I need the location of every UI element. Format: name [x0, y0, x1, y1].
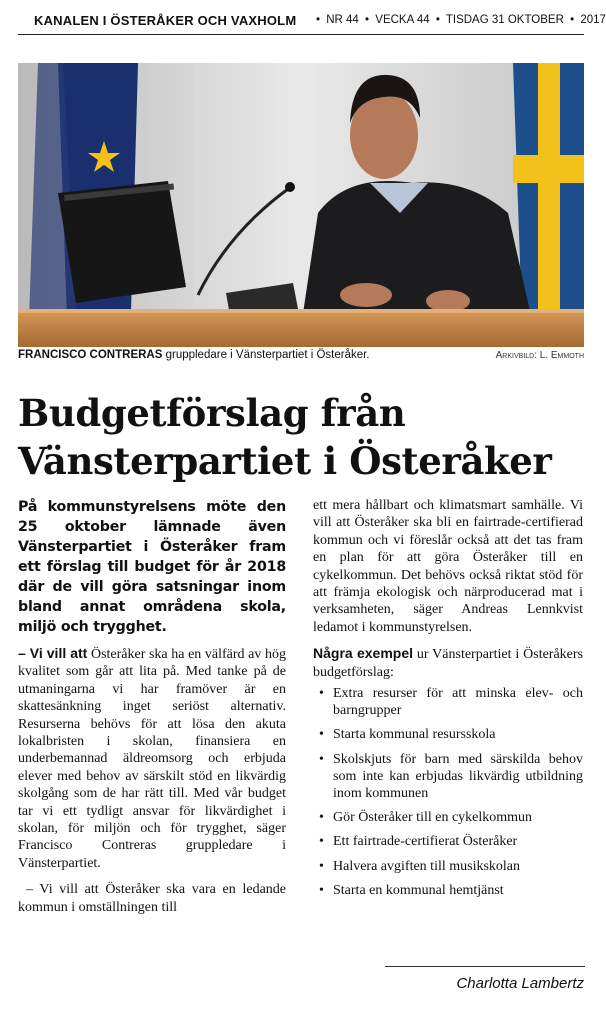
sep: • — [435, 14, 440, 26]
list-item-text: Extra resurser för att minska elev- och barngrupper — [333, 686, 583, 719]
paper-name: KANALEN I ÖSTERÅKER OCH VAXHOLM — [34, 13, 297, 28]
podium — [18, 309, 584, 347]
list-item-text: Starta kommunal resursskola — [333, 727, 496, 743]
masthead — [0, 0, 606, 34]
list-item-text: Starta en kommunal hemtjänst — [333, 882, 504, 898]
sep: • — [316, 14, 321, 26]
bullet-icon: • — [319, 882, 324, 898]
article-photo — [18, 63, 584, 347]
headline-line-2: Vänsterpartiet i Österåker — [18, 439, 552, 483]
paragraph-text: Österåker ska ha en välfärd av hög kvalitet som går att lita på. Med tanke på de utmaningarna vi har framöver är en skattesänkning inget seriöst alternativ. Resurserna behövs för att lösa den akuta lokalbristen i skolan, finansiera en underbemannad äldreomsorg och erbjuda elever med behov av särskilt stöd en likvärdig skolgång som de har rätt till. Med vår budget tar vi ett tydligt ansvar för likvärdighet i skolan, för miljön och för trygghet, säger Francisco Contreras gruppledare i Vänsterpartiet. — [18, 647, 287, 871]
issue-week: VECKA 44 — [375, 14, 430, 26]
list-item-text: Halvera avgiften till musikskolan — [333, 858, 521, 874]
list-item-text: Skolskjuts för barn med särskilda behov som inte kan erbjudas likvärdig utbildning inom kommunen — [333, 751, 583, 802]
issue-year: 2017 — [580, 14, 606, 26]
list-item — [313, 858, 583, 875]
sep: • — [365, 14, 370, 26]
column-left — [18, 497, 286, 925]
list-item — [313, 751, 583, 803]
lead-paragraph: På kommunstyrelsens möte den 25 oktober lämnade även Vänsterpartiet i Österåker fram ett förslag till budget för år 2018 där de vill göra satsningar inom bland annat områdena skola, miljö och trygghet. — [18, 499, 286, 635]
headline-line-1: Budgetförslag från — [18, 391, 406, 435]
header-rule — [18, 34, 584, 35]
paragraph-kicker: – Vi vill att — [18, 645, 88, 661]
body-paragraph-1 — [18, 645, 286, 872]
list-item — [313, 833, 583, 850]
list-item-text: Ett fairtrade-certifierat Österåker — [333, 834, 518, 850]
speaker-at-podium-image — [18, 63, 584, 347]
examples-intro — [313, 645, 583, 681]
issue-number: NR 44 — [326, 14, 359, 26]
bullet-icon: • — [319, 686, 324, 702]
list-item — [313, 685, 583, 719]
list-item — [313, 809, 583, 826]
body-paragraph-3: ett mera hållbart och klimatsmart samhälle. Vi vill att Österåker ska bli en fairtrade-certifierad kommun och vi föreslår också att det tas fram en plan för att göra Österåker till en cykelkommun. Det behövs också riktat stöd för att främja ekologisk och närproducerad mat i verksamheten, säger Andreas Lennkvist ledamot i kommunstyrelsen. — [313, 498, 583, 635]
examples-kicker: Några exempel — [313, 645, 413, 662]
photo-credit: Arkivbild: L. Emmoth — [495, 350, 584, 361]
bullet-icon: • — [319, 858, 324, 874]
list-item-text: Gör Österåker till en cykelkommun — [333, 810, 533, 826]
bullet-icon: • — [319, 834, 324, 850]
column-right — [313, 497, 583, 906]
headline — [18, 389, 588, 485]
list-item — [313, 726, 583, 743]
body-paragraph-2: – Vi vill att Österåker ska vara en ledande kommun i omställningen till — [18, 882, 286, 915]
issue-date: TISDAG 31 OKTOBER — [445, 14, 564, 26]
list-item — [313, 882, 583, 899]
examples-list — [313, 685, 583, 899]
sep: • — [570, 14, 575, 26]
caption-text: gruppledare i Vänsterpartiet i Österåker. — [165, 349, 370, 361]
examples-intro-text: ur Vänsterpartiet i Österåkers budgetförslag: — [313, 647, 583, 680]
author-byline: Charlotta Lambertz — [456, 975, 584, 992]
bullet-icon: • — [319, 727, 324, 743]
photo-caption — [18, 349, 584, 367]
signature-rule — [385, 966, 585, 967]
bullet-icon: • — [319, 751, 324, 767]
bullet-icon: • — [319, 810, 324, 826]
issue-info — [313, 14, 606, 26]
caption-name: FRANCISCO CONTRERAS — [18, 349, 163, 361]
